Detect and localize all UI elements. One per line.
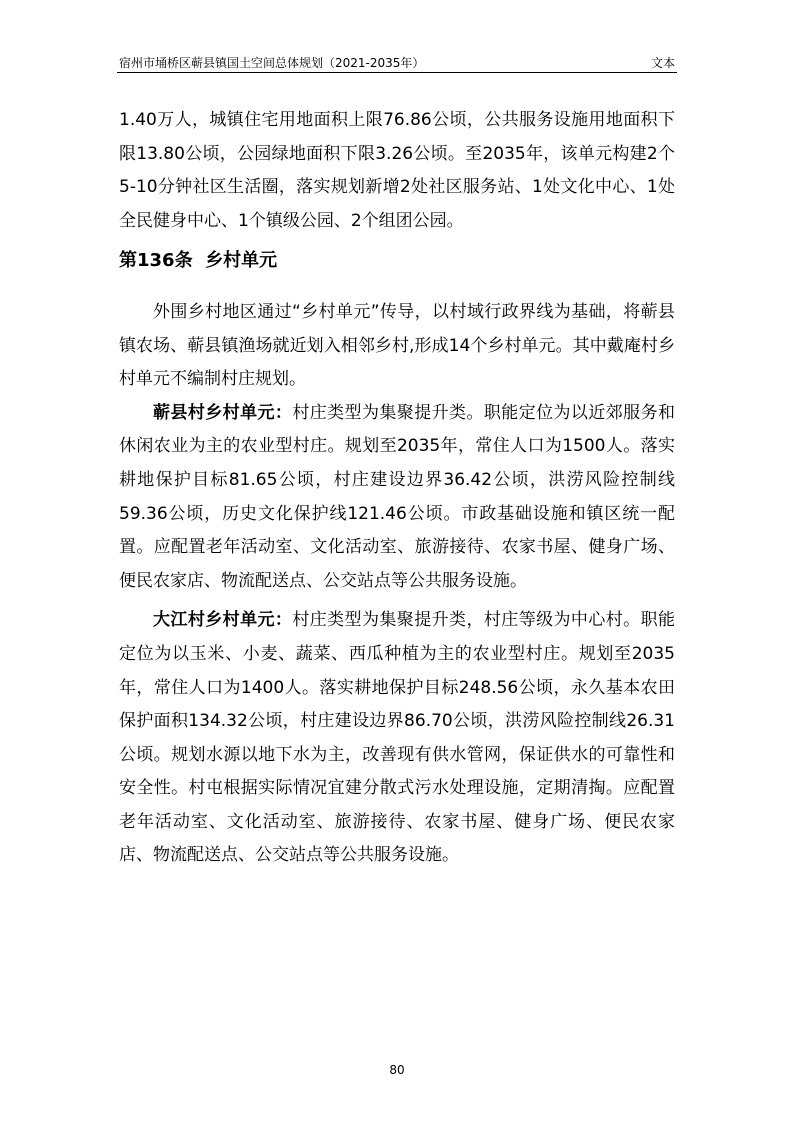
header-document-type: 文本 (650, 56, 675, 70)
dajiang-village-unit-text: 村庄类型为集聚提升类，村庄等级为中心村。职能定位为以玉米、小麦、蔬菜、西瓜种植为主的农业型村庄。规划至2035年，常住人口为1400人。落实耕地保护目标248.56公顷，永久基本农田保护面积134.32公顷，村庄建设边界86.70公顷，洪涝风险控制线26.31公顷。规划水源以地下水为主，改善现有供水管网，保证供水的可靠性和安全性。村屯根据实际情况宜建分散式污水处理设施，定期清掏。应配置老年活动室、文化活动室、旅游接待、农家书屋、健身广场、便民农家店、物流配送点、公交站点等公共服务设施。 (119, 610, 676, 866)
qixian-village-unit-paragraph (119, 397, 675, 599)
dajiang-village-unit-paragraph (119, 604, 675, 873)
header-document-title: 宿州市埇桥区蕲县镇国土空间总体规划（2021-2035年） (119, 56, 425, 70)
dajiang-village-unit-title: 大江村乡村单元： (153, 610, 293, 631)
qixian-village-unit-text: 村庄类型为集聚提升类。职能定位为以近郊服务和休闲农业为主的农业型村庄。规划至2035年，常住人口为1500人。落实耕地保护目标81.65公顷，村庄建设边界36.42公顷，洪涝风险控制线59.36公顷，历史文化保护线121.46公顷。市政基础设施和镇区统一配置。应配置老年活动室、文化活动室、旅游接待、农家书屋、健身广场、便民农家店、物流配送点、公交站点等公共服务设施。 (119, 402, 676, 591)
qixian-village-unit-title: 蕲县村乡村单元： (153, 402, 293, 423)
section-heading-article-136: 第136条 乡村单元 (119, 250, 278, 272)
rural-unit-intro-paragraph: 外围乡村地区通过“乡村单元”传导，以村域行政界线为基础，将蕲县镇农场、蕲县镇渔场就近划入相邻乡村,形成14个乡村单元。其中戴庵村乡村单元不编制村庄规划。 (119, 301, 675, 390)
page-header (119, 52, 675, 74)
header-divider (117, 72, 677, 73)
document-body (119, 104, 675, 873)
page-number: 80 (389, 1063, 405, 1077)
continued-paragraph: 1.40万人，城镇住宅用地面积上限76.86公顷，公共服务设施用地面积下限13.80公顷，公园绿地面积下限3.26公顷。至2035年，该单元构建2个5-10分钟社区生活圈，落实规划新增2处社区服务站、1处文化中心、1处全民健身中心、1个镇级公园、2个组团公园。 (119, 110, 675, 231)
